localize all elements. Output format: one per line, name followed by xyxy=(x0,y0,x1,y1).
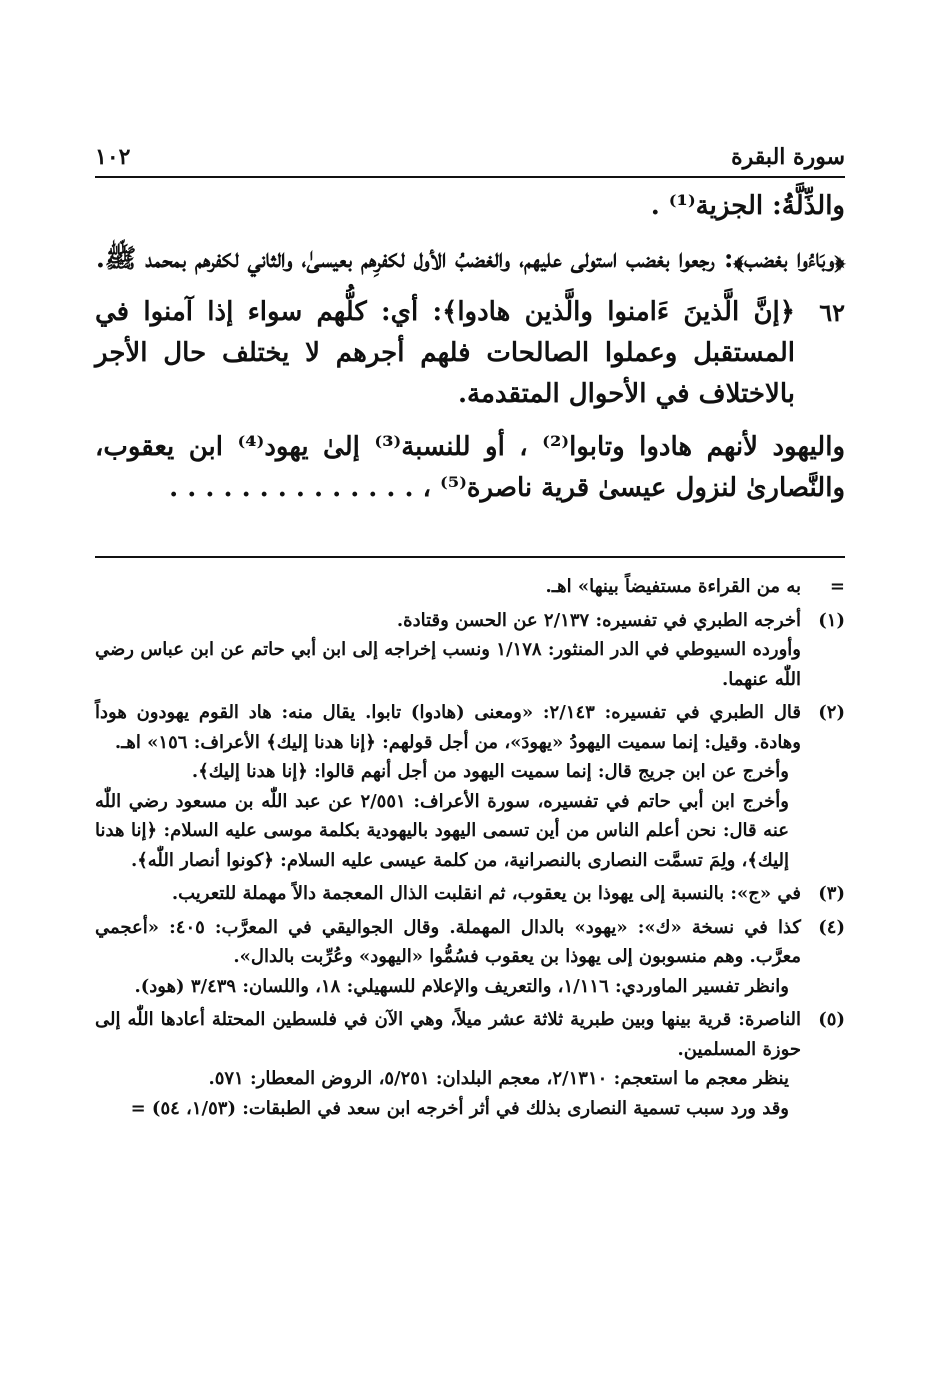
footnote-mark: (٤) xyxy=(818,916,845,938)
footnote-4 xyxy=(95,913,845,1002)
footnote-continuation xyxy=(95,572,845,602)
verse-commentary: ﴿إنَّ الَّذينَ ءَامنوا والَّذين هادوا﴾: أي: كلُّهم سواء إذا آمنوا في المستقبل وعملوا الصالحات فلهم أجرهم لا يختلف حال الأجر بالاختلاف في الأحوال المتقدمة. xyxy=(95,297,795,409)
footnote-mark: (٣) xyxy=(818,883,845,904)
footnotes xyxy=(95,572,845,1127)
footnote-mark: (١) xyxy=(818,609,845,631)
surah-title: سورة البقرة xyxy=(731,144,845,170)
footnote-5 xyxy=(95,1005,845,1123)
footnote-line: وأخرج ابن أبي حاتم في تفسيره، سورة الأعراف: ٢/٥٥١ عن عبد اللّٰه بن مسعود رضي اللّٰه عنه قال: نحن أعلم الناس من أين تسمى اليهود باليهودية بكلمة موسى عليه السلام: ﴿إنا هدنا إليك﴾، ولِمَ تسمَّت النصارى بالنصرانية، من كلمة عيسى عليه السلام: ﴿كونوا أنصار اللّٰه﴾. xyxy=(95,790,789,871)
footnote-line: وانظر تفسير الماوردي: ١/١١٦، والتعريف والإعلام للسهيلي: ١٨، واللسان: ٣/٤٣٩ (هود). xyxy=(134,975,789,997)
footnote-2 xyxy=(95,698,845,875)
footnote-1 xyxy=(95,606,845,695)
footnote-line: أخرجه الطبري في تفسيره: ٢/١٣٧ عن الحسن وقتادة. xyxy=(396,609,801,631)
main-text xyxy=(95,186,845,521)
paragraph-dhilla: والذِّلَّةُ: الجزية⁽¹⁾ . xyxy=(650,191,845,221)
footnote-line: الناصرة: قرية بينها وبين طبرية ثلاثة عشر ميلاً، وهي الآن في فلسطين المحتلة أعادها اللّٰه إلى حوزة المسلمين. xyxy=(95,1009,801,1060)
footnote-line: وأورده السيوطي في الدر المنثور: ١/١٧٨ ونسب إخراجه إلى ابن أبي حاتم عن ابن عباس رضي اللّٰه عنهما. xyxy=(95,639,801,690)
header-rule xyxy=(95,176,845,178)
footnote-3 xyxy=(95,879,845,909)
continuation-text: به من القراءة مستفيضاً بينها» اهـ. xyxy=(545,576,801,597)
footnote-line: وأخرج عن ابن جريج قال: إنما سميت اليهود من أجل أنهم قالوا: ﴿إنا هدنا إليك﴾. xyxy=(191,761,789,782)
page-header xyxy=(95,140,845,174)
verse-62-block xyxy=(95,292,845,415)
footnote-line: قال الطبري في تفسيره: ٢/١٤٣: «ومعنى (هادوا) تابوا. يقال منه: هاد القوم يهودون هوداً وهادة. وقيل: إنما سميت اليهودُ «يهودَ»، من أجل قولهم: ﴿إنا هدنا إليك﴾ الأعراف: ١٥٦» اهـ. xyxy=(95,702,801,753)
footnote-line: كذا في نسخة «ك»: «يهود» بالدال المهملة. وقال الجواليقي في المعرَّب: ٤٠٥: «أعجمي معرَّب. وهم منسوبون إلى يهوذا بن يعقوب فسُمُّوا «اليهود» وعُرِّبت بالدال». xyxy=(95,916,802,967)
footnote-mark: (٢) xyxy=(818,702,845,723)
footnote-rule xyxy=(95,556,845,558)
footnote-line: وقد ورد سبب تسمية النصارى بذلك في أثر أخرجه ابن سعد في الطبقات: (١/٥٣، ٥٤) = xyxy=(130,1097,789,1119)
verse-number: ٦٢ xyxy=(819,298,845,327)
page-number: ١٠٢ xyxy=(95,144,131,170)
paragraph-baau: ﴿وبَاءُوا بغضب﴾: رجعوا بغضب استولى عليهم، والغضبُ الأول لكفرِهم بعيسىٰ، والثاني لكفرهم بمحمد ﷺ. xyxy=(95,244,845,274)
continuation-mark: = xyxy=(829,576,845,597)
paragraph-yahud: واليهود لأنهم هادوا وتابوا⁽²⁾ ، أو للنسبة⁽³⁾ إلىٰ يهود⁽⁴⁾ ابن يعقوب، والنَّصارىٰ لنزول عيسىٰ قرية ناصرة⁽⁵⁾ ، . . . . . . . . . . . . . . xyxy=(95,432,846,503)
footnote-line: في «ج»: بالنسبة إلى يهوذا بن يعقوب، ثم انقلبت الذال المعجمة دالاً مهملة للتعريب. xyxy=(171,883,801,904)
footnote-mark: (٥) xyxy=(818,1009,845,1030)
footnote-line: ينظر معجم ما استعجم: ٢/١٣١٠، معجم البلدان: ٥/٢٥١، الروض المعطار: ٥٧١. xyxy=(208,1068,789,1089)
